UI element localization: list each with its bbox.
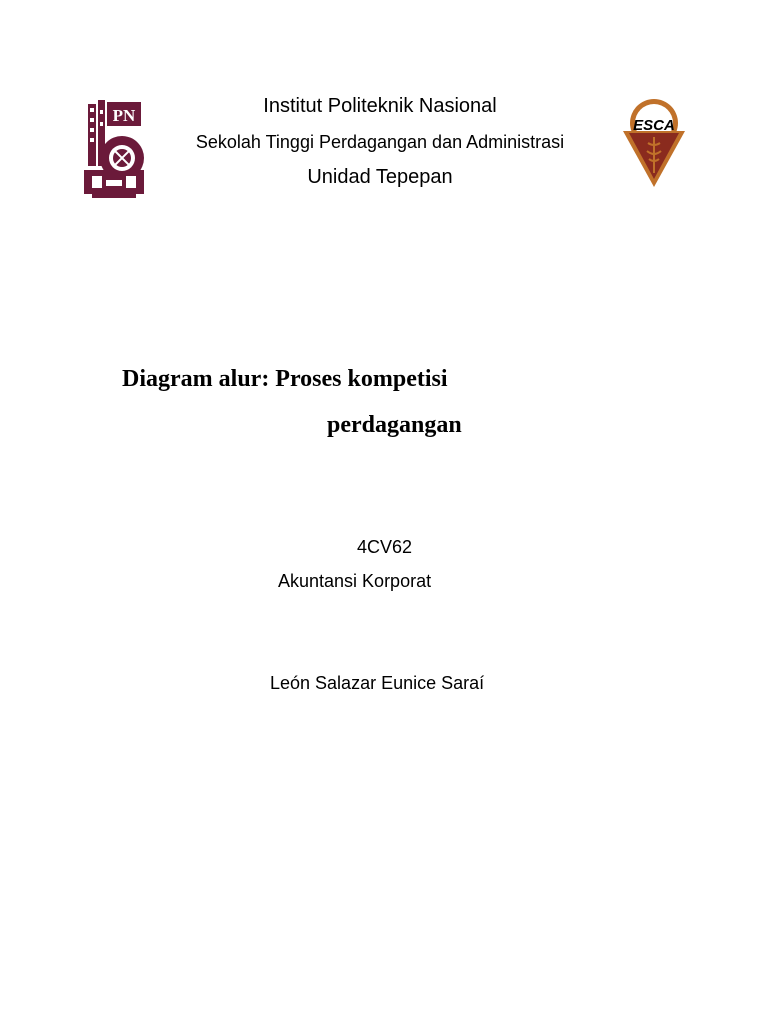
unit-name: Unidad Tepepan — [307, 166, 453, 188]
document-title-line-2: perdagangan — [327, 412, 462, 438]
group-code: 4CV62 — [357, 537, 413, 557]
svg-text:PN: PN — [112, 106, 136, 125]
institution-name: Institut Politeknik Nasional — [263, 95, 497, 117]
ipn-logo-icon — [82, 96, 146, 200]
subject-name: Akuntansi Korporat — [278, 571, 432, 591]
document-title-line-1: Diagram alur: Proses kompetisi — [122, 366, 448, 392]
school-name: Sekolah Tinggi Perdagangan dan Administrasi — [195, 132, 565, 152]
author-name: León Salazar Eunice Saraí — [270, 673, 485, 693]
esca-logo-icon — [617, 97, 691, 189]
svg-text:ESCA: ESCA — [633, 117, 675, 134]
